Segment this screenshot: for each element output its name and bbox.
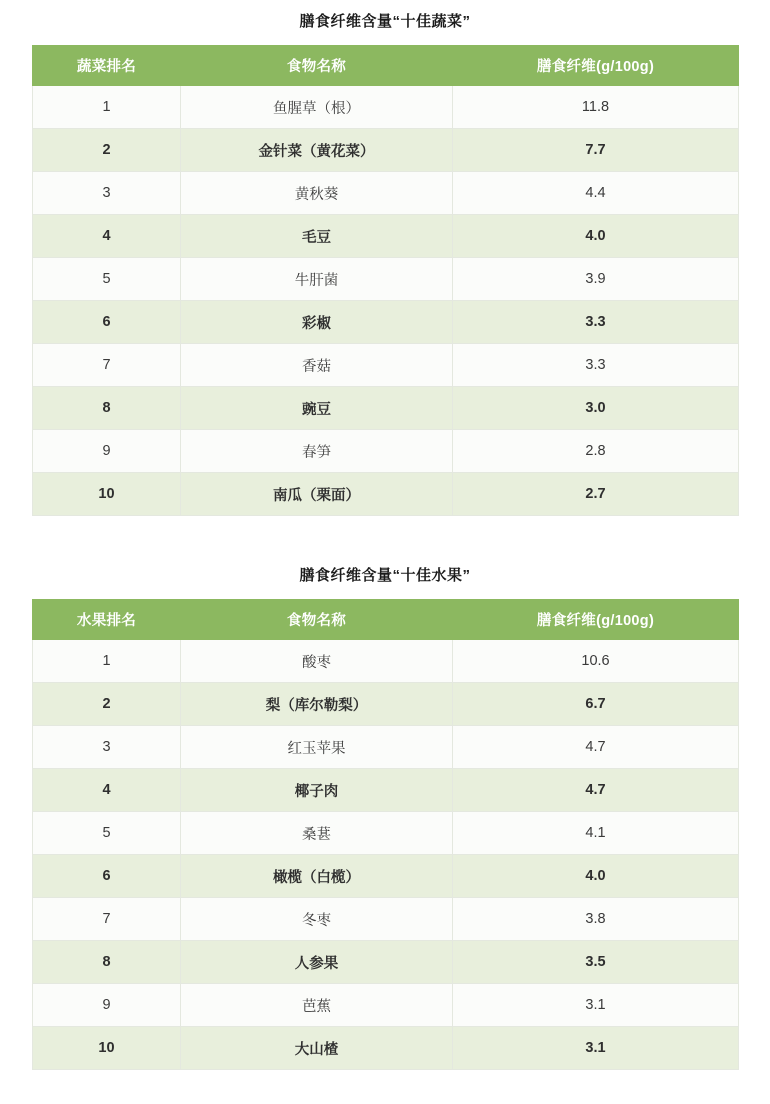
table-row: [33, 640, 739, 683]
table-row: [33, 430, 739, 473]
column-header-food-name: 食物名称: [181, 46, 453, 86]
table-header: [33, 600, 739, 640]
cell-rank: 9: [33, 984, 181, 1027]
cell-rank: 10: [33, 1027, 181, 1070]
cell-rank: 5: [33, 812, 181, 855]
table-row: [33, 86, 739, 129]
cell-fiber-value: 3.1: [453, 1027, 739, 1070]
cell-food-name: 梨（库尔勒梨）: [181, 683, 453, 726]
cell-rank: 4: [33, 769, 181, 812]
cell-food-name: 南瓜（栗面）: [181, 473, 453, 516]
cell-food-name: 大山楂: [181, 1027, 453, 1070]
table-row: [33, 941, 739, 984]
cell-fiber-value: 3.9: [453, 258, 739, 301]
cell-food-name: 春笋: [181, 430, 453, 473]
cell-fiber-value: 3.8: [453, 898, 739, 941]
table-row: [33, 1027, 739, 1070]
cell-rank: 9: [33, 430, 181, 473]
cell-fiber-value: 10.6: [453, 640, 739, 683]
cell-fiber-value: 3.3: [453, 344, 739, 387]
cell-food-name: 金针菜（黄花菜）: [181, 129, 453, 172]
fruit-table-title: 膳食纤维含量“十佳水果”: [299, 567, 471, 584]
fruit-fiber-table-block: [32, 516, 738, 1070]
cell-food-name: 鱼腥草（根）: [181, 86, 453, 129]
table-row: [33, 387, 739, 430]
cell-fiber-value: 4.1: [453, 812, 739, 855]
cell-fiber-value: 3.0: [453, 387, 739, 430]
cell-fiber-value: 3.1: [453, 984, 739, 1027]
table-row: [33, 473, 739, 516]
table-row: [33, 129, 739, 172]
page-bottom-spacer: [0, 1070, 770, 1104]
cell-rank: 6: [33, 855, 181, 898]
table-row: [33, 301, 739, 344]
cell-food-name: 彩椒: [181, 301, 453, 344]
table-row: [33, 855, 739, 898]
cell-fiber-value: 3.5: [453, 941, 739, 984]
cell-fiber-value: 6.7: [453, 683, 739, 726]
cell-rank: 8: [33, 941, 181, 984]
vegetable-table-title: 膳食纤维含量“十佳蔬菜”: [299, 13, 471, 30]
cell-rank: 3: [33, 726, 181, 769]
table-row: [33, 898, 739, 941]
cell-rank: 10: [33, 473, 181, 516]
column-header-rank: 蔬菜排名: [33, 46, 181, 86]
cell-food-name: 桑葚: [181, 812, 453, 855]
table-header-row: [33, 600, 739, 640]
cell-fiber-value: 4.0: [453, 215, 739, 258]
cell-food-name: 香菇: [181, 344, 453, 387]
cell-rank: 3: [33, 172, 181, 215]
table-row: [33, 812, 739, 855]
table-header: [33, 46, 739, 86]
cell-food-name: 酸枣: [181, 640, 453, 683]
column-header-food-name: 食物名称: [181, 600, 453, 640]
cell-food-name: 芭蕉: [181, 984, 453, 1027]
cell-fiber-value: 4.7: [453, 726, 739, 769]
cell-food-name: 黄秋葵: [181, 172, 453, 215]
column-header-rank: 水果排名: [33, 600, 181, 640]
cell-food-name: 椰子肉: [181, 769, 453, 812]
table-row: [33, 769, 739, 812]
cell-fiber-value: 3.3: [453, 301, 739, 344]
column-header-fiber: 膳食纤维(g/100g): [453, 46, 739, 86]
cell-rank: 8: [33, 387, 181, 430]
cell-rank: 4: [33, 215, 181, 258]
cell-food-name: 红玉苹果: [181, 726, 453, 769]
cell-fiber-value: 7.7: [453, 129, 739, 172]
table-row: [33, 172, 739, 215]
cell-rank: 2: [33, 683, 181, 726]
cell-fiber-value: 4.7: [453, 769, 739, 812]
cell-food-name: 冬枣: [181, 898, 453, 941]
cell-rank: 1: [33, 640, 181, 683]
cell-rank: 1: [33, 86, 181, 129]
table-body: [33, 86, 739, 516]
table-row: [33, 984, 739, 1027]
table-row: [33, 258, 739, 301]
table-row: [33, 215, 739, 258]
cell-rank: 7: [33, 344, 181, 387]
cell-rank: 7: [33, 898, 181, 941]
cell-food-name: 牛肝菌: [181, 258, 453, 301]
cell-fiber-value: 11.8: [453, 86, 739, 129]
column-header-fiber: 膳食纤维(g/100g): [453, 600, 739, 640]
vegetable-fiber-table-block: [32, 0, 738, 516]
cell-fiber-value: 2.7: [453, 473, 739, 516]
fruit-fiber-table: [32, 599, 739, 1070]
table-row: [33, 344, 739, 387]
cell-food-name: 豌豆: [181, 387, 453, 430]
cell-rank: 5: [33, 258, 181, 301]
cell-fiber-value: 2.8: [453, 430, 739, 473]
table-header-row: [33, 46, 739, 86]
cell-rank: 2: [33, 129, 181, 172]
cell-fiber-value: 4.4: [453, 172, 739, 215]
cell-food-name: 人参果: [181, 941, 453, 984]
table-row: [33, 683, 739, 726]
cell-fiber-value: 4.0: [453, 855, 739, 898]
cell-food-name: 橄榄（白榄）: [181, 855, 453, 898]
vegetable-fiber-table: [32, 45, 739, 516]
cell-rank: 6: [33, 301, 181, 344]
table-body: [33, 640, 739, 1070]
cell-food-name: 毛豆: [181, 215, 453, 258]
table-row: [33, 726, 739, 769]
